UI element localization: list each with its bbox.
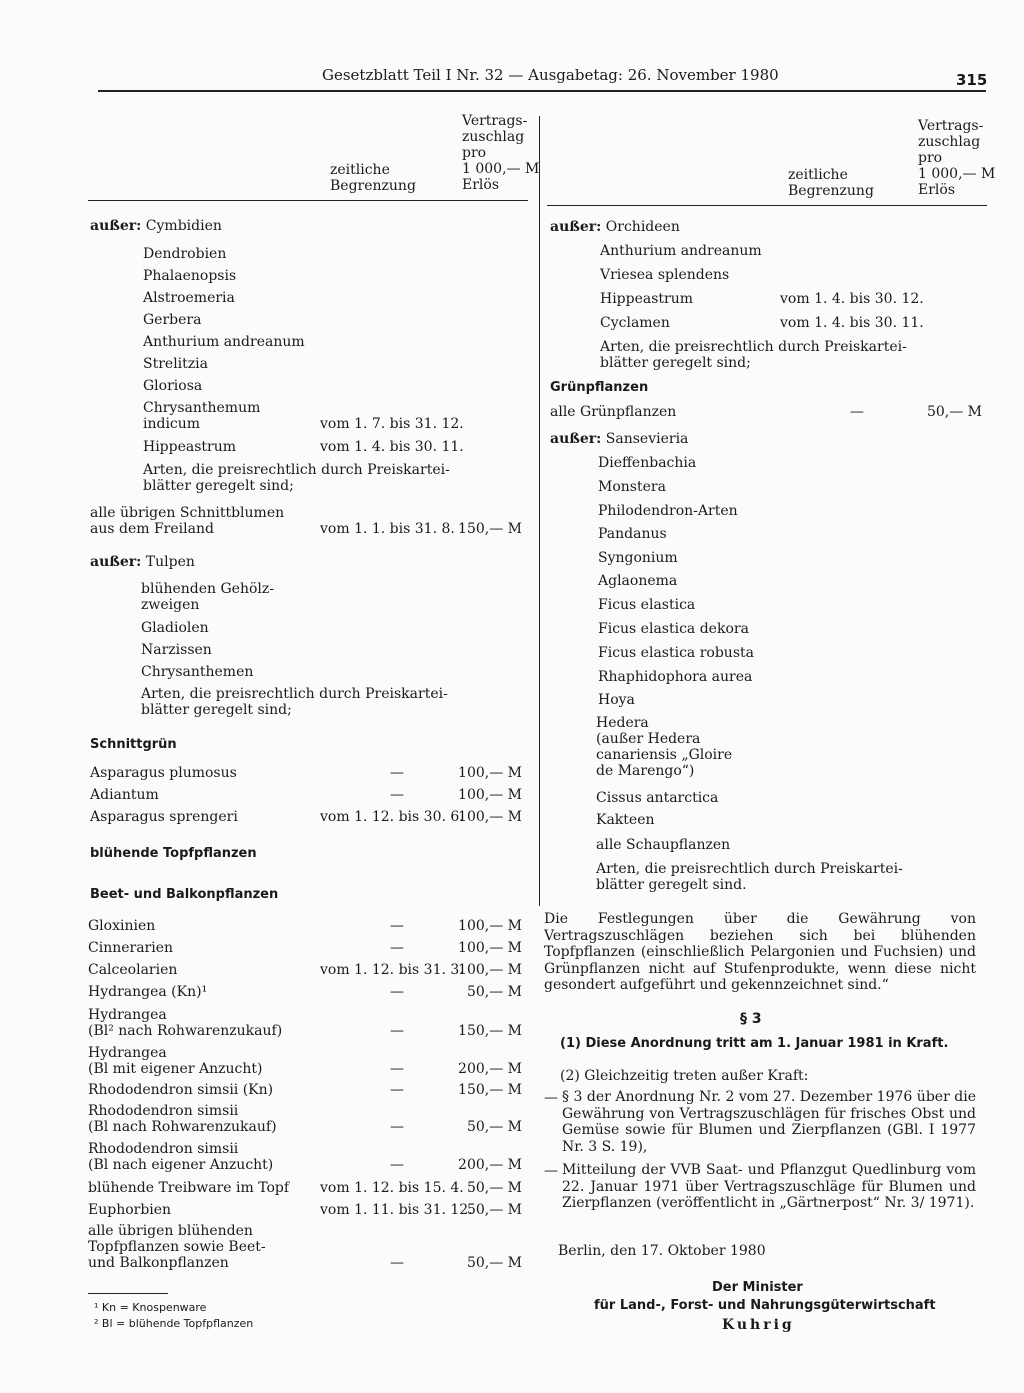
row-fee: 200,— M <box>458 1061 522 1077</box>
footnote-1: ¹ Kn = Knospenware <box>94 1301 207 1314</box>
row-name-line: Cissus antarctica <box>596 790 719 806</box>
row-name-line: Ficus elastica robusta <box>598 645 754 661</box>
row-name <box>143 268 236 284</box>
row-name-line: (Bl² nach Rohwarenzukauf) <box>88 1023 283 1039</box>
row-name <box>141 581 274 613</box>
row-name <box>598 573 677 589</box>
row-name-line: blätter geregelt sind; <box>600 355 751 371</box>
row-period: — <box>390 1023 404 1039</box>
row-name-line: Arten, die preisrechtlich durch Preiskartei- <box>141 686 448 702</box>
row-name-line: Gloxinien <box>88 918 156 934</box>
row-name-line: Arten, die preisrechtlich durch Preiskartei- <box>600 339 907 355</box>
row-name <box>550 404 676 420</box>
row-name <box>90 554 195 570</box>
row-name-line: Topfpflanzen sowie Beet- <box>88 1239 266 1255</box>
left-fee-header: Vertrags- zuschlag pro 1 000,— M Erlös <box>462 113 540 193</box>
row-name-line: Syngonium <box>598 550 678 566</box>
row-fee: 50,— M <box>926 404 982 420</box>
signature-title: Der Minister <box>712 1280 803 1295</box>
row-name-line: Beet- und Balkonpflanzen <box>90 887 279 902</box>
row-name-line: außer: Orchideen <box>550 219 680 235</box>
row-name <box>600 267 729 283</box>
row-name-line: Schnittgrün <box>90 737 177 752</box>
row-name-line: Pandanus <box>598 526 667 542</box>
row-fee: 100,— M <box>458 787 522 803</box>
row-name-line: Vriesea splendens <box>600 267 730 283</box>
row-name <box>600 243 762 259</box>
row-name <box>550 219 680 235</box>
row-name-line: alle Schaupflanzen <box>596 837 731 853</box>
row-name-line: Hoya <box>598 692 635 708</box>
row-period: — <box>390 1157 404 1173</box>
row-name-line: Cinnerarien <box>88 940 174 956</box>
row-name-line: Arten, die preisrechtlich durch Preiskartei- <box>596 861 903 877</box>
row-name <box>143 439 236 455</box>
row-name <box>90 218 222 234</box>
row-name-line: blühende Treibware im Topf <box>88 1180 290 1196</box>
row-name <box>88 1103 277 1135</box>
row-name <box>143 356 208 372</box>
row-fee: 200,— M <box>458 1157 522 1173</box>
row-name-line: Rhaphidophora aurea <box>598 669 753 685</box>
place-date: Berlin, den 17. Oktober 1980 <box>558 1243 766 1259</box>
row-name <box>600 315 670 331</box>
row-fee: 150,— M <box>458 521 522 537</box>
row-period: vom 1. 4. bis 30. 11. <box>320 439 464 455</box>
row-name <box>88 1141 273 1173</box>
footnote-2: ² Bl = blühende Topfpflanzen <box>94 1317 254 1330</box>
row-name <box>596 812 655 828</box>
right-header-rule <box>547 205 987 206</box>
item-2-dash: — <box>544 1163 558 1179</box>
page-header-title: Gesetzblatt Teil I Nr. 32 — Ausgabetag: 26. November 1980 <box>322 66 779 84</box>
row-period: vom 1. 11. bis 31. 12. <box>320 1202 473 1218</box>
row-name <box>88 1223 266 1271</box>
row-name <box>143 400 260 432</box>
row-fee: 50,— M <box>466 1180 522 1196</box>
row-name <box>600 339 907 371</box>
row-name-line: Gerbera <box>143 312 202 328</box>
row-name-line: Kakteen <box>596 812 655 828</box>
row-name <box>90 809 238 825</box>
row-fee: 100,— M <box>458 809 522 825</box>
row-name <box>598 455 696 471</box>
row-name-line: Rhododendron simsii <box>88 1141 239 1157</box>
row-name-line: Hedera <box>596 715 649 731</box>
row-period: — <box>390 1255 404 1271</box>
row-name <box>141 642 212 658</box>
left-period-header: zeitliche Begrenzung <box>330 162 416 194</box>
row-name-line: Philodendron-Arten <box>598 503 738 519</box>
row-name <box>141 664 253 680</box>
row-period: — <box>390 1119 404 1135</box>
row-name <box>141 620 209 636</box>
row-name-line: Hippeastrum <box>143 439 237 455</box>
row-period: vom 1. 12. bis 31. 3. <box>320 962 464 978</box>
item-1: § 3 der Anordnung Nr. 2 vom 27. Dezember 1976 über die Gewährung von Vertragszuschlägen für frisches Obst und Gemüse sowie für Blumen und Zierpflanzen (GBl. I 1977 Nr. 3 S. 19), <box>562 1089 976 1155</box>
row-name <box>143 378 202 394</box>
row-name <box>598 550 678 566</box>
para-1: (1) Diese Anordnung tritt am 1. Januar 1981 in Kraft. <box>560 1036 949 1051</box>
row-name-line: Alstroemeria <box>143 290 235 306</box>
closing-paragraph: Die Festlegungen über die Gewährung von Vertragszuschlägen beziehen sich bei blühenden Topfpflanzen (einschließlich Pelargonien und Fuchsien) und Grünpflanzen nicht auf Stufenprodukte, wenn diese nicht gesondert aufgeführt und gekennzeichnet sind.“ <box>544 911 976 993</box>
row-name <box>596 715 732 779</box>
row-name <box>88 1082 273 1098</box>
row-name-line: außer: Cymbidien <box>90 218 222 234</box>
row-name-line: Anthurium andreanum <box>600 243 762 259</box>
row-name-line: Gloriosa <box>143 378 203 394</box>
row-period: — <box>390 787 404 803</box>
item-1-dash: — <box>544 1090 558 1106</box>
row-name-line: Rhododendron simsii <box>88 1103 239 1119</box>
item-2: Mitteilung der VVB Saat- und Pflanzgut Quedlinburg vom 22. Januar 1971 über Vertragszuschläge für Blumen und Zierpflanzen (veröffentlicht in „Gärtnerpost“ Nr. 3/ 1971). <box>562 1162 976 1211</box>
row-name-line: Hydrangea <box>88 1045 167 1061</box>
row-name <box>598 526 667 542</box>
row-name <box>596 790 718 806</box>
row-name-line: alle übrigen Schnittblumen <box>90 505 285 521</box>
row-period: — <box>390 1061 404 1077</box>
row-fee: 100,— M <box>458 918 522 934</box>
row-period: — <box>390 940 404 956</box>
row-name <box>88 918 155 934</box>
right-period-header: zeitliche Begrenzung <box>788 167 874 199</box>
row-name-line: Arten, die preisrechtlich durch Preiskartei- <box>143 462 450 478</box>
row-name <box>88 1045 262 1077</box>
row-name <box>598 621 749 637</box>
row-name <box>598 645 754 661</box>
row-name <box>90 846 257 862</box>
row-name-line: außer: Tulpen <box>90 554 195 570</box>
row-name-line: Hydrangea (Kn)¹ <box>88 984 208 1000</box>
row-name <box>143 290 235 306</box>
row-name-line: blätter geregelt sind; <box>141 702 292 718</box>
row-name <box>90 765 237 781</box>
row-fee: 150,— M <box>458 1023 522 1039</box>
para-2: (2) Gleichzeitig treten außer Kraft: <box>560 1068 809 1084</box>
footnote-rule <box>88 1293 168 1294</box>
row-period: — <box>390 918 404 934</box>
row-name-line: Adiantum <box>90 787 159 803</box>
row-name <box>550 380 648 396</box>
row-name-line: Dieffenbachia <box>598 455 697 471</box>
row-name-line: Asparagus plumosus <box>90 765 237 781</box>
row-name-line: indicum <box>143 416 201 432</box>
row-name-line: Grünpflanzen <box>550 380 649 395</box>
row-name-line: Gladiolen <box>141 620 209 636</box>
row-name-line: Aglaonema <box>598 573 678 589</box>
row-name <box>550 431 688 447</box>
signature-name: Kuhrig <box>722 1317 795 1333</box>
row-fee: 150,— M <box>458 1082 522 1098</box>
row-name-line: und Balkonpflanzen <box>88 1255 229 1271</box>
row-name <box>88 1202 171 1218</box>
row-name <box>88 1007 282 1039</box>
row-name <box>90 887 278 903</box>
row-name-line: zweigen <box>141 597 200 613</box>
right-fee-header: Vertrags- zuschlag pro 1 000,— M Erlös <box>918 118 996 198</box>
row-name <box>141 686 448 718</box>
row-name <box>598 597 695 613</box>
row-name <box>600 291 693 307</box>
row-name-line: blühende Topfpflanzen <box>90 846 257 861</box>
section-heading: § 3 <box>740 1011 762 1027</box>
row-name <box>88 940 173 956</box>
row-name <box>143 312 201 328</box>
row-name-line: Anthurium andreanum <box>143 334 305 350</box>
row-name-line: Asparagus sprengeri <box>90 809 238 825</box>
column-divider <box>539 116 540 906</box>
row-name <box>143 462 450 494</box>
signature-ministry: für Land-, Forst- und Nahrungsgüterwirtschaft <box>594 1298 936 1313</box>
row-name <box>598 503 738 519</box>
row-name-line: canariensis „Gloire <box>596 747 733 763</box>
row-name-line: alle übrigen blühenden <box>88 1223 253 1239</box>
left-header-rule <box>88 200 528 201</box>
row-fee: 100,— M <box>458 765 522 781</box>
row-name-line: Ficus elastica <box>598 597 696 613</box>
row-name <box>88 984 207 1000</box>
row-period: vom 1. 7. bis 31. 12. <box>320 416 464 432</box>
row-name-line: Hydrangea <box>88 1007 167 1023</box>
row-name-line: Calceolarien <box>88 962 178 978</box>
row-name-line: (Bl mit eigener Anzucht) <box>88 1061 263 1077</box>
row-fee: 50,— M <box>466 1119 522 1135</box>
row-period: — <box>390 984 404 1000</box>
page-number: 315 <box>956 71 988 89</box>
row-name-line: de Marengo“) <box>596 763 695 779</box>
row-name-line: Cyclamen <box>600 315 670 331</box>
row-period: vom 1. 12. bis 15. 4. <box>320 1180 464 1196</box>
row-name-line: Ficus elastica dekora <box>598 621 749 637</box>
row-name-line: Chrysanthemum <box>143 400 261 416</box>
row-name-line: blätter geregelt sind. <box>596 877 747 893</box>
row-name-line: Hippeastrum <box>600 291 694 307</box>
row-period: — <box>390 765 404 781</box>
row-name-line: Strelitzia <box>143 356 208 372</box>
row-name <box>88 962 177 978</box>
row-name <box>90 787 159 803</box>
row-period: vom 1. 4. bis 30. 11. <box>780 315 924 331</box>
row-name <box>596 861 903 893</box>
row-period: vom 1. 12. bis 30. 6. <box>320 809 464 825</box>
row-name-line: (Bl nach Rohwarenzukauf) <box>88 1119 277 1135</box>
row-name <box>598 669 752 685</box>
row-name-line: Euphorbien <box>88 1202 172 1218</box>
row-name-line: Dendrobien <box>143 246 227 262</box>
row-fee: 100,— M <box>458 940 522 956</box>
row-name-line: Phalaenopsis <box>143 268 237 284</box>
row-name-line: alle Grünpflanzen <box>550 404 677 420</box>
row-name-line: Rhododendron simsii (Kn) <box>88 1082 274 1098</box>
row-fee: 100,— M <box>458 962 522 978</box>
row-period: vom 1. 1. bis 31. 8. <box>320 521 455 537</box>
row-name-line: außer: Sansevieria <box>550 431 689 447</box>
row-name <box>598 692 635 708</box>
row-fee: 50,— M <box>466 1255 522 1271</box>
row-period: — <box>390 1082 404 1098</box>
row-fee: 50,— M <box>466 1202 522 1218</box>
row-name-line: blühenden Gehölz- <box>141 581 274 597</box>
row-period: — <box>850 404 864 420</box>
row-name-line: Chrysanthemen <box>141 664 254 680</box>
row-name <box>88 1180 289 1196</box>
row-name <box>596 837 730 853</box>
row-name <box>90 505 284 537</box>
row-name <box>143 246 226 262</box>
row-name-line: (außer Hedera <box>596 731 701 747</box>
row-name-line: Monstera <box>598 479 666 495</box>
row-name <box>90 737 177 753</box>
row-fee: 50,— M <box>466 984 522 1000</box>
row-name <box>143 334 305 350</box>
row-name-line: Narzissen <box>141 642 212 658</box>
header-rule <box>98 90 986 92</box>
row-period: vom 1. 4. bis 30. 12. <box>780 291 924 307</box>
row-name <box>598 479 666 495</box>
row-name-line: (Bl nach eigener Anzucht) <box>88 1157 274 1173</box>
row-name-line: blätter geregelt sind; <box>143 478 294 494</box>
row-name-line: aus dem Freiland <box>90 521 214 537</box>
